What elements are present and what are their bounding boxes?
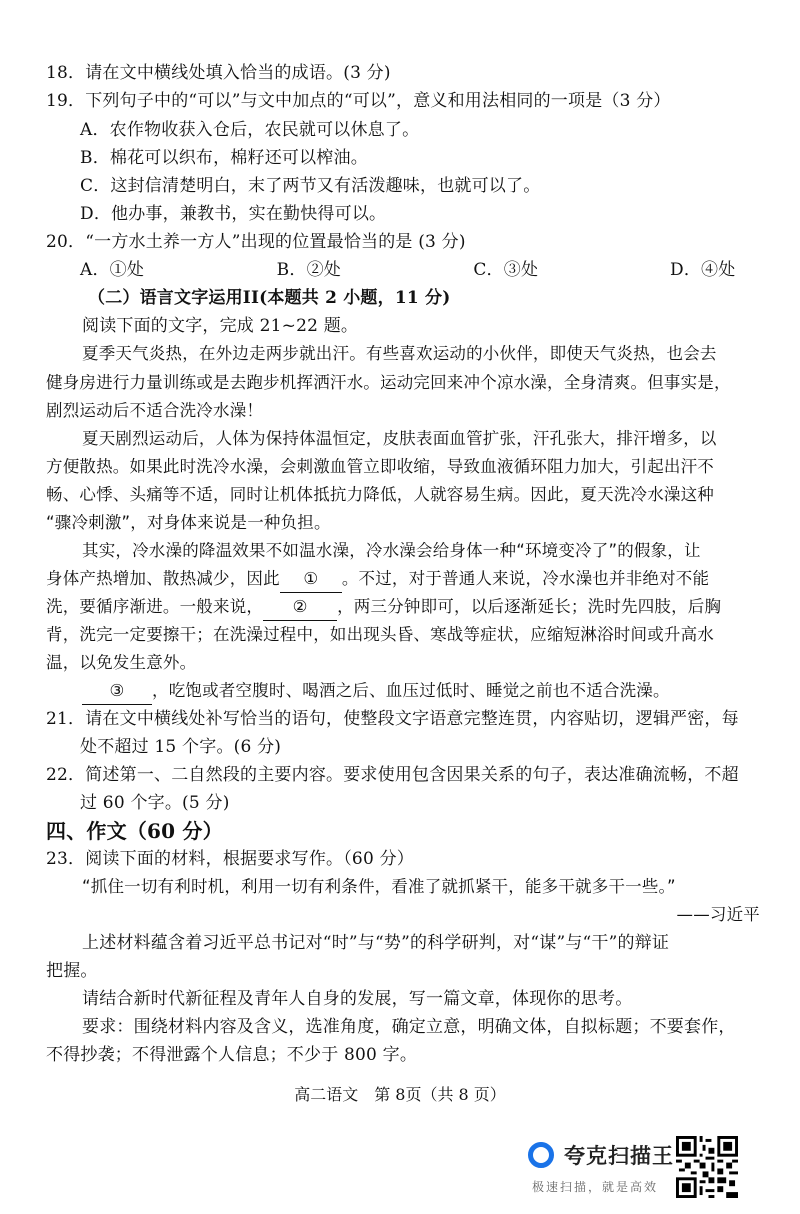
question-20-option-c: C．③处 — [473, 260, 539, 280]
material-quote: “抓住一切有利时机，利用一切有利条件，看准了就抓紧干，能多干就多干一些。” — [82, 877, 676, 896]
passage-p1-line1: 夏季天气炎热，在外边走两步就出汗。有些喜欢运动的小伙伴，即使天气炎热，也会去 — [82, 344, 717, 363]
question-19-option-a: A．农作物收获入仓后，农民就可以休息了。 — [80, 120, 420, 140]
material-para1-line1: 上述材料蕴含着习近平总书记对“时”与“势”的科学研判，对“谋”与“干”的辩证 — [82, 933, 670, 953]
blank-3: ③ — [82, 678, 152, 705]
question-20: 20．“一方水土养一方人”出现的位置最恰当的是 (3 分) — [46, 232, 466, 252]
question-20-option-b: B．②处 — [276, 260, 341, 280]
section-2-heading: （二）语言文字运用II(本题共 2 小题，11 分) — [88, 288, 451, 308]
passage-p1-line3: 剧烈运动后不适合洗冷水澡！ — [46, 401, 264, 420]
passage-p3-line1: 其实，冷水澡的降温效果不如温水澡，冷水澡会给身体一种“环境变冷了”的假象，让 — [82, 541, 701, 560]
question-22-line2: 过 60 个字。(5 分) — [80, 793, 230, 813]
passage-p4 — [82, 678, 760, 705]
passage-p3-line3-start: 洗，要循序渐进。一般来说， — [46, 597, 264, 616]
scanner-watermark — [528, 1138, 678, 1198]
passage-p2-line1: 夏天剧烈运动后，人体为保持体温恒定，皮肤表面血管扩张，汗孔张大，排汗增多，以 — [82, 429, 717, 448]
question-23: 23．阅读下面的材料，根据要求写作。（60 分） — [46, 849, 414, 869]
passage-p2-line4: “骤冷刺激”，对身体来说是一种负担。 — [46, 513, 331, 532]
blank-1: ① — [280, 566, 342, 593]
question-18: 18．请在文中横线处填入恰当的成语。(3 分) — [46, 63, 391, 83]
material-para2: 请结合新时代新征程及青年人自身的发展，写一篇文章，体现你的思考。 — [82, 989, 633, 1009]
question-21-line2: 处不超过 15 个字。(6 分) — [80, 737, 282, 757]
passage-p3-line2-end: 。不过，对于普通人来说，冷水澡也并非绝对不能 — [341, 569, 710, 588]
scanner-logo-icon — [528, 1142, 554, 1168]
question-21-line1: 21．请在文中横线处补写恰当的语句，使整段文字语意完整连贯，内容贴切，逻辑严密，每 — [46, 709, 739, 729]
passage-p1-line2: 健身房进行力量训练或是去跑步机挥洒汗水。运动完回来冲个凉水澡，全身清爽。但事实是， — [46, 373, 731, 392]
passage-p2-line3: 畅、心悸、头痛等不适，同时让机体抵抗力降低，人就容易生病。因此，夏天洗冷水澡这种 — [46, 485, 714, 504]
question-20-options — [80, 257, 760, 283]
question-22-line1: 22．简述第一、二自然段的主要内容。要求使用包含因果关系的句子，表达准确流畅，不超 — [46, 765, 739, 785]
material-para1-line2: 把握。 — [46, 961, 98, 981]
question-19: 19．下列句子中的“可以”与文中加点的“可以”，意义和用法相同的一项是（3 分） — [46, 91, 671, 111]
passage-p2-line2: 方便散热。如果此时洗冷水澡，会刺激血管立即收缩，导致血液循环阻力加大，引起出汗不 — [46, 457, 714, 476]
question-19-option-c: C．这封信清楚明白，末了两节又有活泼趣味，也就可以了。 — [80, 176, 541, 196]
material-quote-source: ——习近平 — [676, 905, 760, 924]
passage-p4-text: ，吃饱或者空腹时、喝酒之后、血压过低时、睡觉之前也不适合洗澡。 — [152, 681, 670, 700]
requirements-line1: 要求：围绕材料内容及含义，选准角度，确定立意，明确文体，自拟标题；不要套作， — [82, 1017, 736, 1037]
scanner-tagline: 极速扫描，就是高效 — [532, 1180, 659, 1194]
question-19-option-b: B．棉花可以织布，棉籽还可以榨油。 — [80, 148, 368, 168]
passage-p3-line2-start: 身体产热增加、散热减少，因此 — [46, 569, 280, 588]
scanner-app-name: 夸克扫描王 — [564, 1144, 674, 1168]
qr-code-icon — [676, 1136, 738, 1198]
blank-2: ② — [263, 594, 337, 621]
question-20-option-d: D．④处 — [670, 260, 736, 280]
passage-p3-line3-end: ，两三分钟即可，以后逐渐延长；洗时先四肢，后胸 — [337, 597, 722, 616]
question-19-option-d: D．他办事，兼教书，实在勤快得可以。 — [80, 204, 387, 224]
passage-p3-line2 — [46, 566, 760, 593]
passage-p3-line5: 温，以免发生意外。 — [46, 653, 197, 672]
passage-p3-line4: 背，洗完一定要擦干；在洗澡过程中，如出现头昏、寒战等症状，应缩短淋浴时间或升高水 — [46, 625, 714, 644]
requirements-line2: 不得抄袭；不得泄露个人信息；不少于 800 字。 — [46, 1045, 418, 1065]
passage-p3-line3 — [46, 594, 760, 621]
reading-instruction: 阅读下面的文字，完成 21~22 题。 — [82, 316, 359, 336]
section-4-heading: 四、作文（60 分） — [46, 819, 223, 843]
question-20-option-a: A．①处 — [80, 260, 145, 280]
page-footer: 高二语文 第 8页（共 8 页） — [294, 1085, 506, 1104]
